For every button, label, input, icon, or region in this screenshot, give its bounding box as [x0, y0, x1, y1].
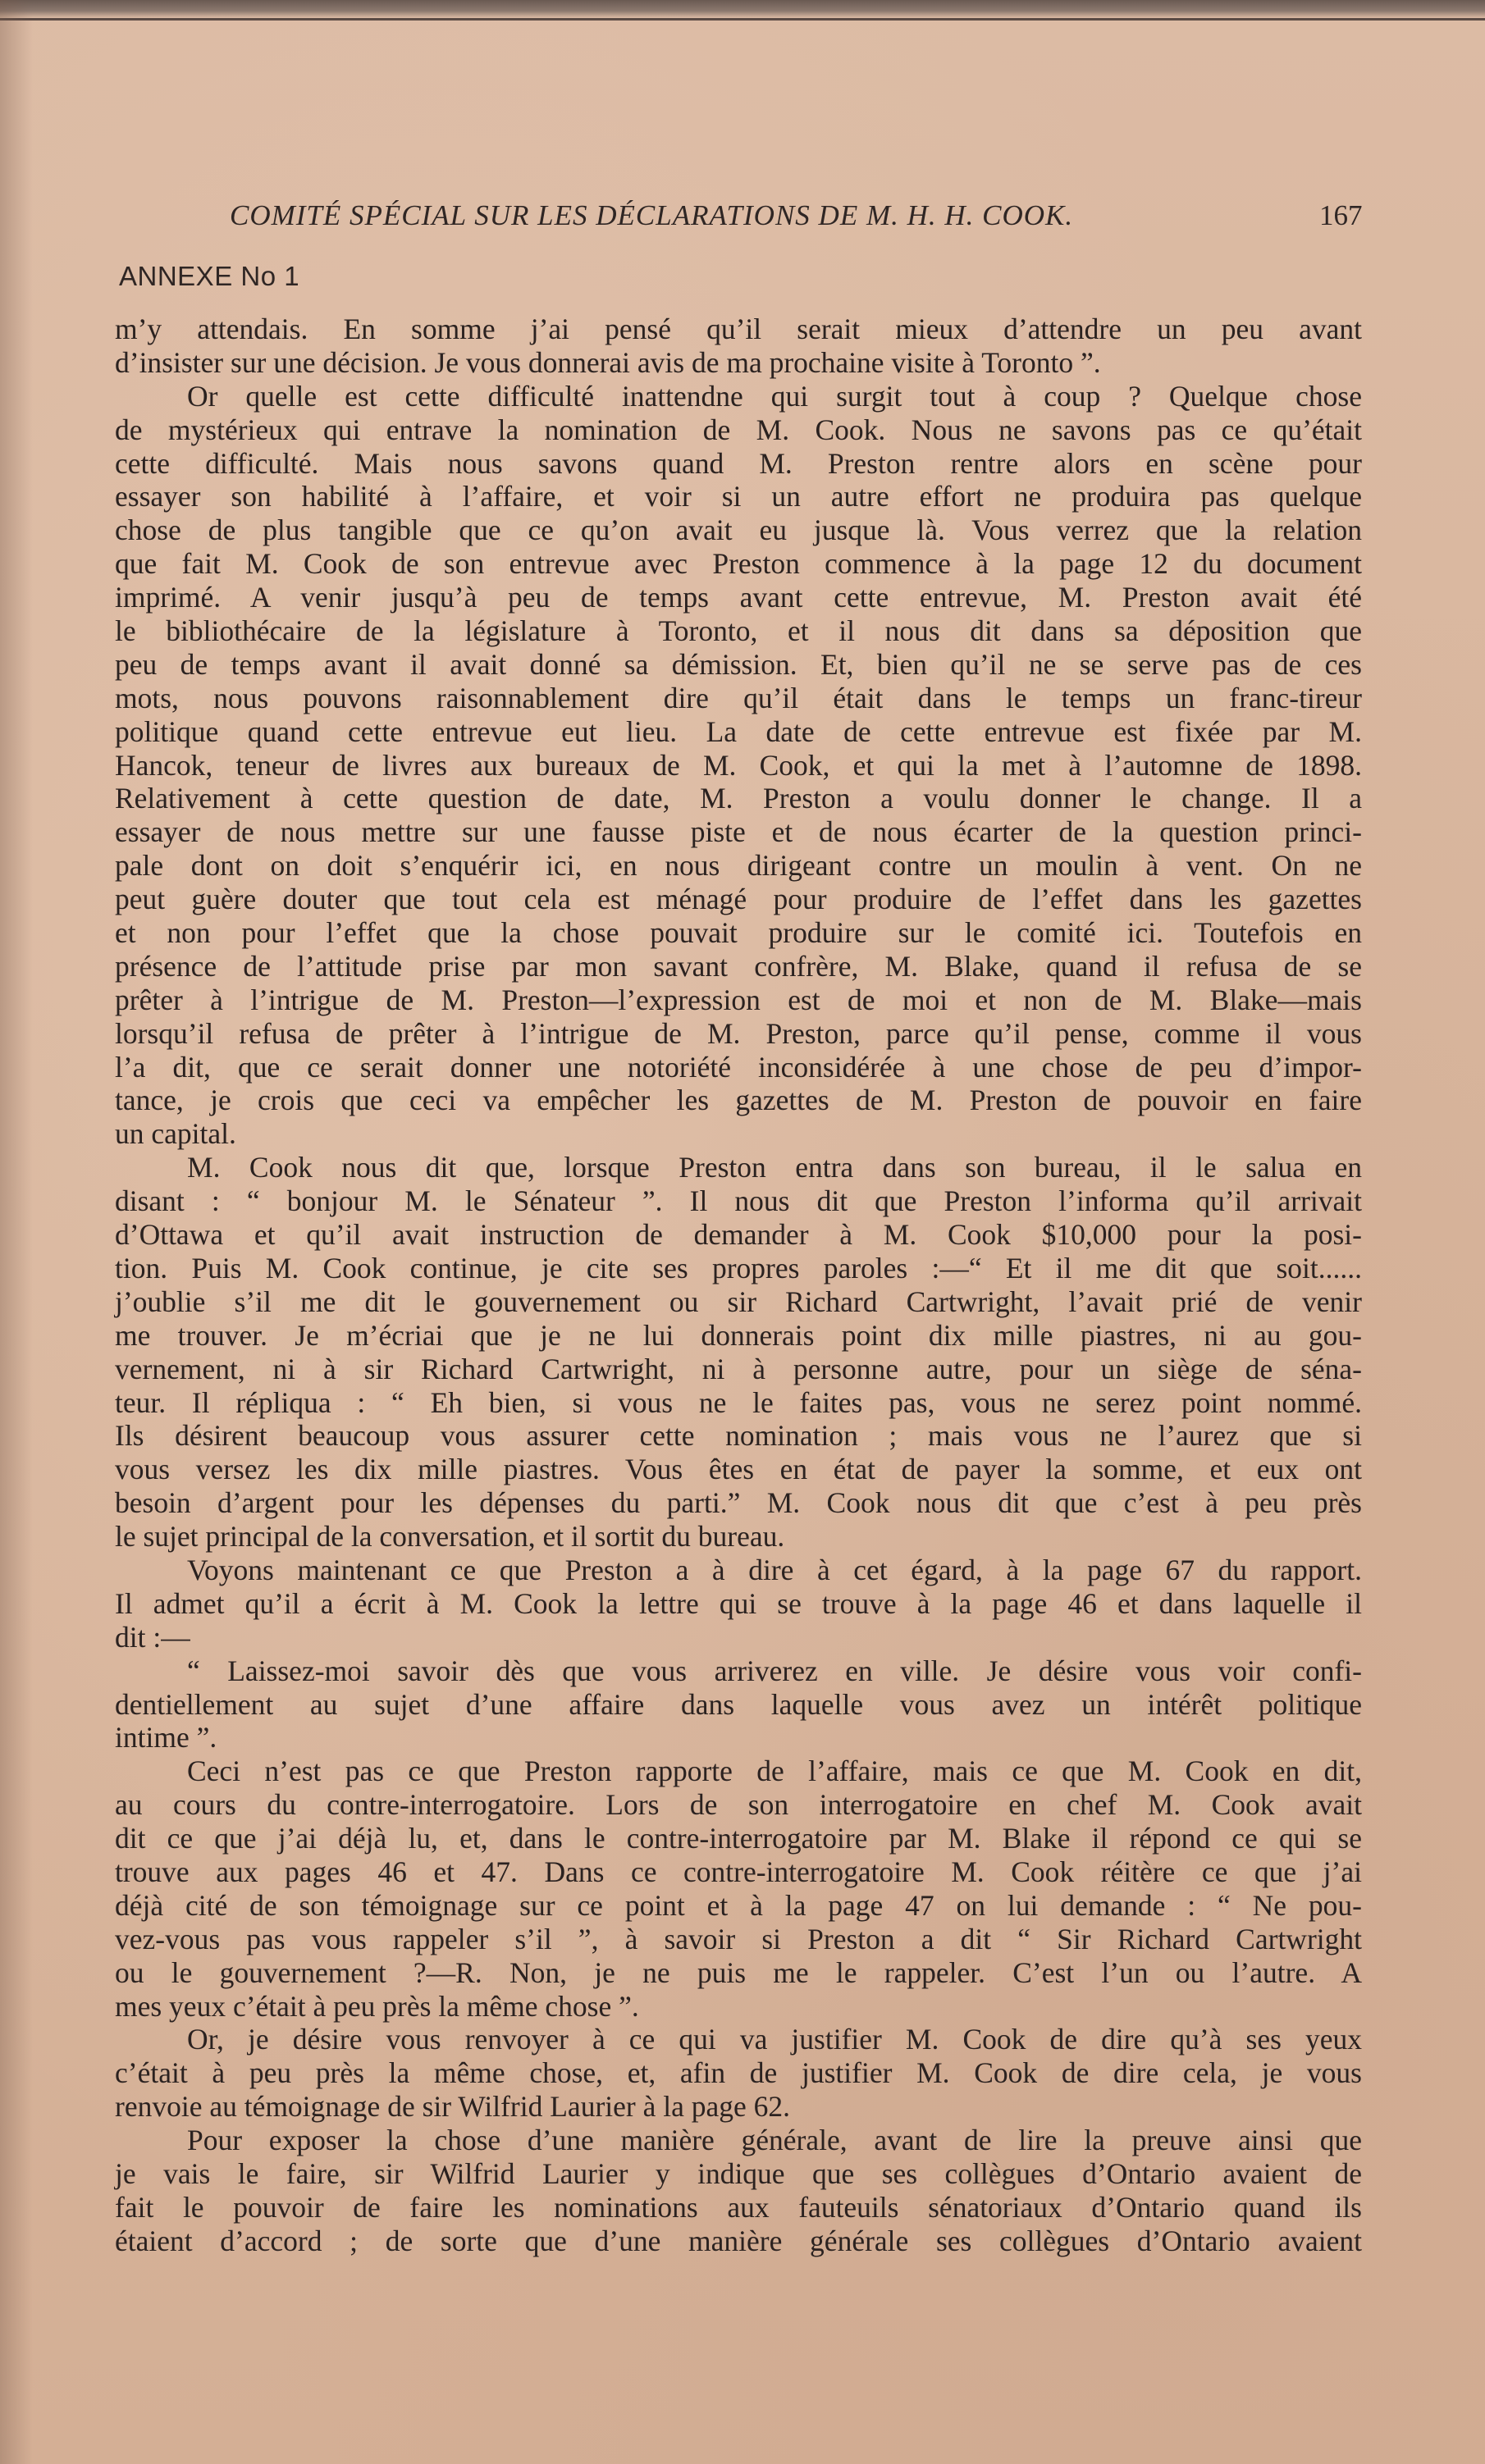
text-line: Or quelle est cette difficulté inattendne qui surgit tout à coup ? Quelque chose [187, 379, 1362, 413]
text-line: dit :— [115, 1620, 190, 1654]
text-line: je vais le faire, sir Wilfrid Laurier y indique que ses collègues d’Ontario avaient de [115, 2156, 1362, 2190]
binding-shadow [0, 0, 33, 2464]
text-line: ou le gouvernement ?—R. Non, je ne puis me le rappeler. C’est l’un ou l’autre. A [115, 1955, 1362, 1989]
body-text [115, 313, 1362, 2258]
text-line: dentiellement au sujet d’une affaire dans laquelle vous avez un intérêt politique [115, 1687, 1362, 1721]
annex-label: ANNEXE No 1 [119, 261, 300, 291]
text-line: disant : “ bonjour M. le Sénateur ”. Il nous dit que Preston l’informa qu’il arrivait [115, 1184, 1362, 1218]
text-line: essayer son habilité à l’affaire, et voir si un autre effort ne produira pas quelque [115, 480, 1362, 513]
text-line: tion. Puis M. Cook continue, je cite ses propres paroles :—“ Et il me dit que soit...... [115, 1251, 1362, 1284]
text-line: Pour exposer la chose d’une manière générale, avant de lire la preuve ainsi que [187, 2124, 1362, 2157]
text-line: politique quand cette entrevue eut lieu. La date de cette entrevue est fixée par M. [115, 714, 1362, 748]
text-line: Il admet qu’il a écrit à M. Cook la lettre qui se trouve à la page 46 et dans laquelle il [115, 1586, 1362, 1620]
text-line: vous versez les dix mille piastres. Vous êtes en état de payer la somme, et eux ont [115, 1453, 1362, 1486]
text-line: le sujet principal de la conversation, et il sortit du bureau. [115, 1520, 785, 1554]
text-line: intime ”. [115, 1721, 217, 1754]
text-line: Or, je désire vous renvoyer à ce qui va justifier M. Cook de dire qu’à ses yeux [187, 2023, 1362, 2056]
text-line: c’était à peu près la même chose, et, afin de justifier M. Cook de dire cela, je vous [115, 2056, 1362, 2090]
text-line: peu de temps avant il avait donné sa démission. Et, bien qu’il ne se serve pas de ces [115, 647, 1362, 681]
text-line: déjà cité de son témoignage sur ce point et à la page 47 on lui demande : “ Ne pou- [115, 1888, 1362, 1922]
text-line: mes yeux c’était à peu près la même chose ”. [115, 1989, 639, 2023]
text-line: mots, nous pouvons raisonnablement dire qu’il était dans le temps un franc-tireur [115, 681, 1362, 714]
text-line: Relativement à cette question de date, M. Preston a voulu donner le change. Il a [115, 782, 1362, 815]
text-line: au cours du contre-interrogatoire. Lors de son interrogatoire en chef M. Cook avait [115, 1788, 1362, 1822]
text-line: étaient d’accord ; de sorte que d’une manière générale ses collègues d’Ontario avaient [115, 2224, 1362, 2257]
text-line: imprimé. A venir jusqu’à peu de temps avant cette entrevue, M. Preston avait été [115, 581, 1362, 614]
text-line: m’y attendais. En somme j’ai pensé qu’il serait mieux d’attendre un peu avant [115, 313, 1362, 345]
running-title: COMITÉ SPÉCIAL SUR LES DÉCLARATIONS DE M. H. H. COOK. [230, 199, 1074, 231]
page-top-edge [0, 0, 1485, 18]
text-line: le bibliothécaire de la législature à Toronto, et il nous dit dans sa déposition que [115, 614, 1362, 648]
text-line: teur. Il répliqua : “ Eh bien, si vous ne le faites pas, vous ne serez point nommé. [115, 1385, 1362, 1419]
text-line: vez-vous pas vous rappeler s’il ”, à savoir si Preston a dit “ Sir Richard Cartwright [115, 1922, 1362, 1955]
text-line: essayer de nous mettre sur une fausse piste et de nous écarter de la question princi- [115, 815, 1362, 849]
text-line: trouve aux pages 46 et 47. Dans ce contre-interrogatoire M. Cook réitère ce que j’ai [115, 1855, 1362, 1888]
text-line: chose de plus tangible que ce qu’on avait eu jusque là. Vous verrez que la relation [115, 513, 1362, 547]
text-line: dit ce que j’ai déjà lu, et, dans le contre-interrogatoire par M. Blake il répond ce qui se [115, 1822, 1362, 1855]
text-line: un capital. [115, 1117, 236, 1151]
text-line: fait le pouvoir de faire les nominations aux fauteuils sénatoriaux d’Ontario quand ils [115, 2190, 1362, 2224]
text-line: présence de l’attitude prise par mon savant confrère, M. Blake, quand il refusa de se [115, 949, 1362, 983]
text-line: lorsqu’il refusa de prêter à l’intrigue de M. Preston, parce qu’il pense, comme il vous [115, 1016, 1362, 1050]
text-line: renvoie au témoignage de sir Wilfrid Laurier à la page 62. [115, 2090, 790, 2124]
text-line: pale dont on doit s’enquérir ici, en nous dirigeant contre un moulin à vent. On ne [115, 849, 1362, 883]
text-line: “ Laissez-moi savoir dès que vous arriverez en ville. Je désire vous voir confi- [187, 1654, 1362, 1687]
text-line: peut guère douter que tout cela est ménagé pour produire de l’effet dans les gazettes [115, 883, 1362, 916]
text-line: Ils désirent beaucoup vous assurer cette nomination ; mais vous ne l’aurez que si [115, 1419, 1362, 1453]
text-line: que fait M. Cook de son entrevue avec Preston commence à la page 12 du document [115, 547, 1362, 581]
top-rule [0, 18, 1485, 21]
text-line: de mystérieux qui entrave la nomination de M. Cook. Nous ne savons pas ce qu’était [115, 413, 1362, 446]
text-line: et non pour l’effet que la chose pouvait produire sur le comité ici. Toutefois en [115, 916, 1362, 950]
text-line: vernement, ni à sir Richard Cartwright, ni à personne autre, pour un siège de séna- [115, 1352, 1362, 1385]
text-line: M. Cook nous dit que, lorsque Preston entra dans son bureau, il le salua en [187, 1151, 1362, 1184]
text-line: l’a dit, que ce serait donner une notoriété inconsidérée à une chose de peu d’impor- [115, 1050, 1362, 1084]
text-line: cette difficulté. Mais nous savons quand M. Preston rentre alors en scène pour [115, 446, 1362, 480]
text-line: me trouver. Je m’écriai que je ne lui donnerais point dix mille piastres, ni au gou- [115, 1318, 1362, 1352]
text-line: prêter à l’intrigue de M. Preston—l’expression est de moi et non de M. Blake—mais [115, 983, 1362, 1016]
text-line: besoin d’argent pour les dépenses du parti.” M. Cook nous dit que c’est à peu près [115, 1486, 1362, 1520]
text-line: d’insister sur une décision. Je vous donnerai avis de ma prochaine visite à Toronto ”. [115, 345, 1101, 379]
text-line: tance, je crois que ceci va empêcher les gazettes de M. Preston de pouvoir en faire [115, 1084, 1362, 1117]
text-line: j’oublie s’il me dit le gouvernement ou sir Richard Cartwright, l’avait prié de venir [115, 1284, 1362, 1318]
text-line: Hancok, teneur de livres aux bureaux de M. Cook, et qui la met à l’automne de 1898. [115, 748, 1362, 782]
text-line: Voyons maintenant ce que Preston a à dire à cet égard, à la page 67 du rapport. [187, 1553, 1362, 1586]
page-number: 167 [1319, 199, 1363, 231]
text-line: d’Ottawa et qu’il avait instruction de demander à M. Cook $10,000 pour la posi- [115, 1218, 1362, 1252]
text-line: Ceci n’est pas ce que Preston rapporte de l’affaire, mais ce que M. Cook en dit, [187, 1754, 1362, 1788]
